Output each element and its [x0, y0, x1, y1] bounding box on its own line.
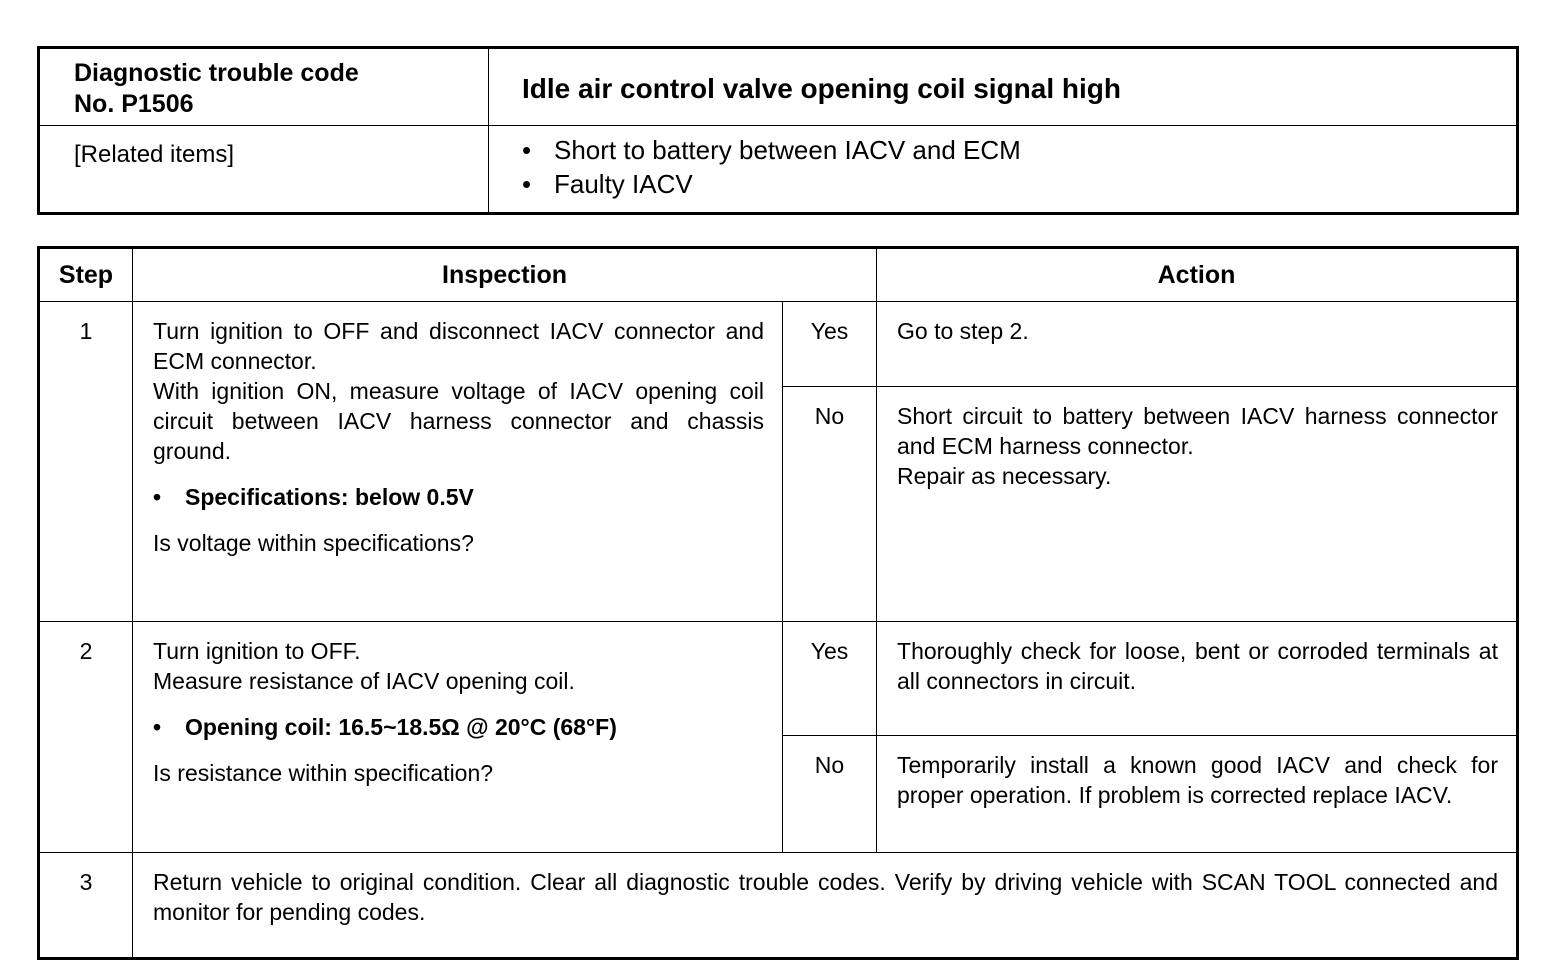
- dtc-code-number: No. P1506: [74, 90, 194, 118]
- step-2-no-action: [877, 736, 1518, 853]
- inspection-question: Is voltage within specifications?: [153, 530, 474, 556]
- step-1-yes-row: [39, 302, 1518, 387]
- step-number: 1: [39, 302, 133, 622]
- related-items-list: [489, 126, 1516, 201]
- step-number: 2: [39, 622, 133, 853]
- step-2-yes-row: [39, 622, 1518, 736]
- related-item-text: Faulty IACV: [554, 169, 693, 199]
- dtc-title: Idle air control valve opening coil signal high: [522, 73, 1121, 104]
- steps-header-row: [39, 248, 1518, 302]
- action-text: Temporarily install a known good IACV and check for proper operation. If problem is corrected replace IACV.: [897, 752, 1498, 808]
- step-2-yes-action: [877, 622, 1518, 736]
- dtc-code-cell: [39, 48, 489, 126]
- related-label-cell: [39, 126, 489, 214]
- related-item-text: Short to battery between IACV and ECM: [554, 135, 1021, 165]
- action-text: Repair as necessary.: [897, 463, 1112, 489]
- step-3-instruction: Return vehicle to original condition. Clear all diagnostic trouble codes. Verify by driving vehicle with SCAN TOOL connected and monitor for pending codes.: [133, 853, 1518, 959]
- no-label: No: [783, 736, 877, 853]
- yes-label: Yes: [783, 302, 877, 387]
- related-item: [522, 133, 1516, 167]
- step-number: 3: [39, 853, 133, 959]
- related-items-row: [39, 126, 1518, 214]
- inspection-text: Turn ignition to OFF.: [153, 638, 361, 664]
- related-items-cell: [489, 126, 1518, 214]
- bullet-icon: •: [153, 714, 162, 740]
- specification: [153, 712, 764, 742]
- dtc-code-label-line1: Diagnostic trouble code: [74, 59, 359, 87]
- dtc-header-table: [37, 46, 1519, 215]
- bullet-icon: •: [522, 135, 532, 165]
- inspection-text: Measure resistance of IACV opening coil.: [153, 668, 575, 694]
- inspection-text: With ignition ON, measure voltage of IACV opening coil circuit between IACV harness connector and chassis ground.: [153, 378, 764, 464]
- specification-text: Specifications: below 0.5V: [185, 484, 474, 510]
- dtc-code-label: [74, 49, 488, 120]
- step-2-inspection: [133, 622, 783, 853]
- diagnostic-steps-table: [37, 246, 1519, 960]
- related-item: [522, 167, 1516, 201]
- inspection-column-header: Inspection: [133, 248, 877, 302]
- step-3-row: [39, 853, 1518, 959]
- step-1-yes-action: [877, 302, 1518, 387]
- dtc-title-cell: [489, 48, 1518, 126]
- inspection-question: Is resistance within specification?: [153, 760, 494, 786]
- step-1-no-action: [877, 387, 1518, 622]
- step-column-header: Step: [39, 248, 133, 302]
- specification: [153, 482, 764, 512]
- action-text: Go to step 2.: [897, 318, 1029, 344]
- action-text: Short circuit to battery between IACV harness connector and ECM harness connector.: [897, 403, 1498, 459]
- bullet-icon: •: [153, 484, 162, 510]
- action-text: Thoroughly check for loose, bent or corroded terminals at all connectors in circuit.: [897, 638, 1498, 694]
- bullet-icon: •: [522, 169, 532, 199]
- inspection-text: Turn ignition to OFF and disconnect IACV connector and ECM connector.: [153, 318, 764, 374]
- related-items-label: [Related items]: [74, 141, 235, 168]
- dtc-code-row: [39, 48, 1518, 126]
- yes-label: Yes: [783, 622, 877, 736]
- step-1-inspection: [133, 302, 783, 622]
- no-label: No: [783, 387, 877, 622]
- specification-text: Opening coil: 16.5~18.5Ω @ 20°C (68°F): [185, 714, 617, 740]
- action-column-header: Action: [877, 248, 1518, 302]
